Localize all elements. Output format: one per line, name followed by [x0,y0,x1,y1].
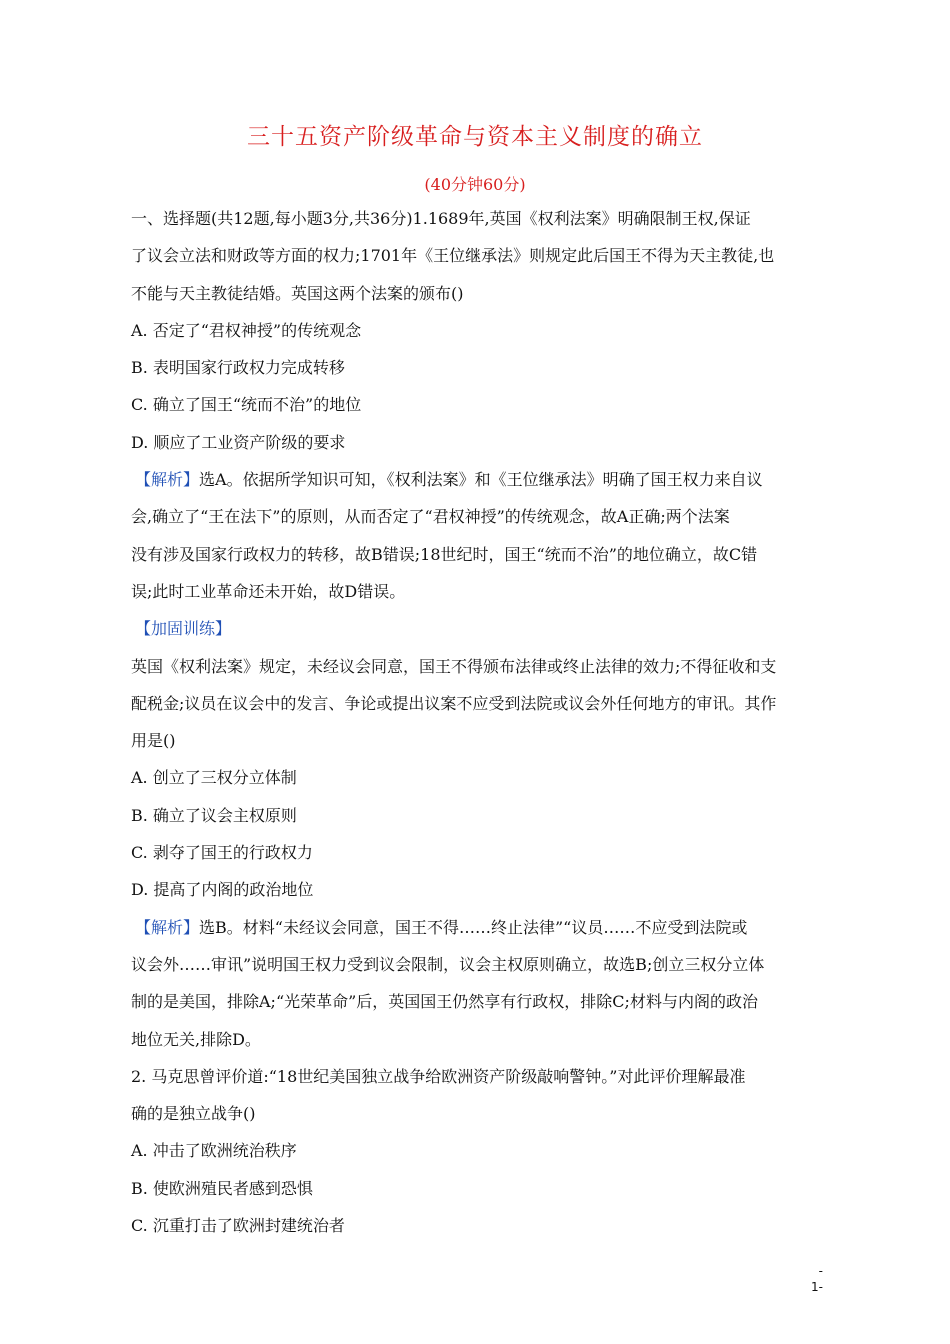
line-text: A. 创立了三权分立体制 [131,768,297,788]
text-line [131,275,821,312]
page-subtitle: (40分钟60分) [424,175,526,194]
text-line [131,1170,821,1207]
text-line [131,200,821,237]
line-text: D. 提高了内阁的政治地位 [131,880,314,900]
text-line [131,834,821,871]
line-text: 选B。材料“未经议会同意，国王不得……终止法律”“议员……不应受到法院或 [199,917,748,937]
section-tag: 【解析】 [135,917,200,937]
text-line [131,573,821,610]
line-text: D. 顺应了工业资产阶级的要求 [131,432,346,452]
text-line [131,946,821,983]
line-text: 地位无关,排除D。 [131,1029,261,1049]
text-line [131,1095,821,1132]
text-line [131,685,821,722]
line-text: 制的是美国，排除A;“光荣革命”后，英国国王仍然享有行政权，排除C;材料与内阁的政治 [131,992,758,1012]
line-text: 会,确立了“王在法下”的原则，从而否定了“君权神授”的传统观念，故A正确;两个法案 [131,507,730,527]
page-footer [811,1263,823,1295]
line-text: 一、选择题(共12题,每小题3分,共36分)1.1689年,英国《权利法案》明确限制王权,保证 [131,209,751,228]
page-number: 1- [811,1280,823,1294]
text-line [131,349,821,386]
text-line [131,461,821,498]
text-line [131,759,821,796]
document-body [131,200,821,1244]
line-text: C. 确立了国王“统而不治”的地位 [131,395,362,415]
line-text: 2. 马克思曾评价道:“18世纪美国独立战争给欧洲资产阶级敲响警钟。”对此评价理解最准 [131,1066,746,1086]
text-line [131,722,821,759]
text-line [131,1058,821,1095]
line-text: 议会外……审讯”说明国王权力受到议会限制，议会主权原则确立，故选B;创立三权分立体 [131,954,765,974]
line-text: 确的是独立战争() [131,1104,256,1124]
text-line [131,424,821,461]
line-text: 没有涉及国家行政权力的转移，故B错误;18世纪时，国王“统而不治”的地位确立，故C错 [131,544,758,564]
text-line [131,1132,821,1169]
line-text: C. 剥夺了国王的行政权力 [131,843,313,863]
section-tag: 【解析】 [135,470,200,490]
line-text: 配税金;议员在议会中的发言、争论或提出议案不应受到法院或议会外任何地方的审讯。其作 [131,693,777,713]
text-line [131,610,821,647]
text-line [131,1021,821,1058]
text-line [131,498,821,535]
line-text: B. 使欧洲殖民者感到恐惧 [131,1178,313,1198]
section-tag: 【加固训练】 [135,619,232,639]
text-line [131,386,821,423]
text-line [131,909,821,946]
text-line [131,797,821,834]
line-text: 用是() [131,731,176,751]
text-line [131,312,821,349]
line-text: B. 表明国家行政权力完成转移 [131,358,345,378]
line-text: 了议会立法和财政等方面的权力;1701年《王位继承法》则规定此后国王不得为天主教徒,也 [131,246,775,266]
line-text: C. 沉重打击了欧洲封建统治者 [131,1216,345,1236]
page-title: 三十五资产阶级革命与资本主义制度的确立 [247,124,703,150]
line-text: 英国《权利法案》规定，未经议会同意，国王不得颁布法律或终止法律的效力;不得征收和支 [131,656,777,676]
footer-dash: - [818,1264,823,1278]
text-line [131,871,821,908]
text-line [131,983,821,1020]
line-text: 不能与天主教徒结婚。英国这两个法案的颁布() [131,283,464,303]
line-text: B. 确立了议会主权原则 [131,805,297,825]
line-text: A. 否定了“君权神授”的传统观念 [131,320,362,340]
line-text: A. 冲击了欧洲统治秩序 [131,1141,297,1161]
text-line [131,1207,821,1244]
text-line [131,648,821,685]
text-line [131,237,821,274]
line-text: 误;此时工业革命还未开始，故D错误。 [131,581,406,601]
line-text: 选A。依据所学知识可知，《权利法案》和《王位继承法》明确了国王权力来自议 [199,470,763,490]
text-line [131,536,821,573]
